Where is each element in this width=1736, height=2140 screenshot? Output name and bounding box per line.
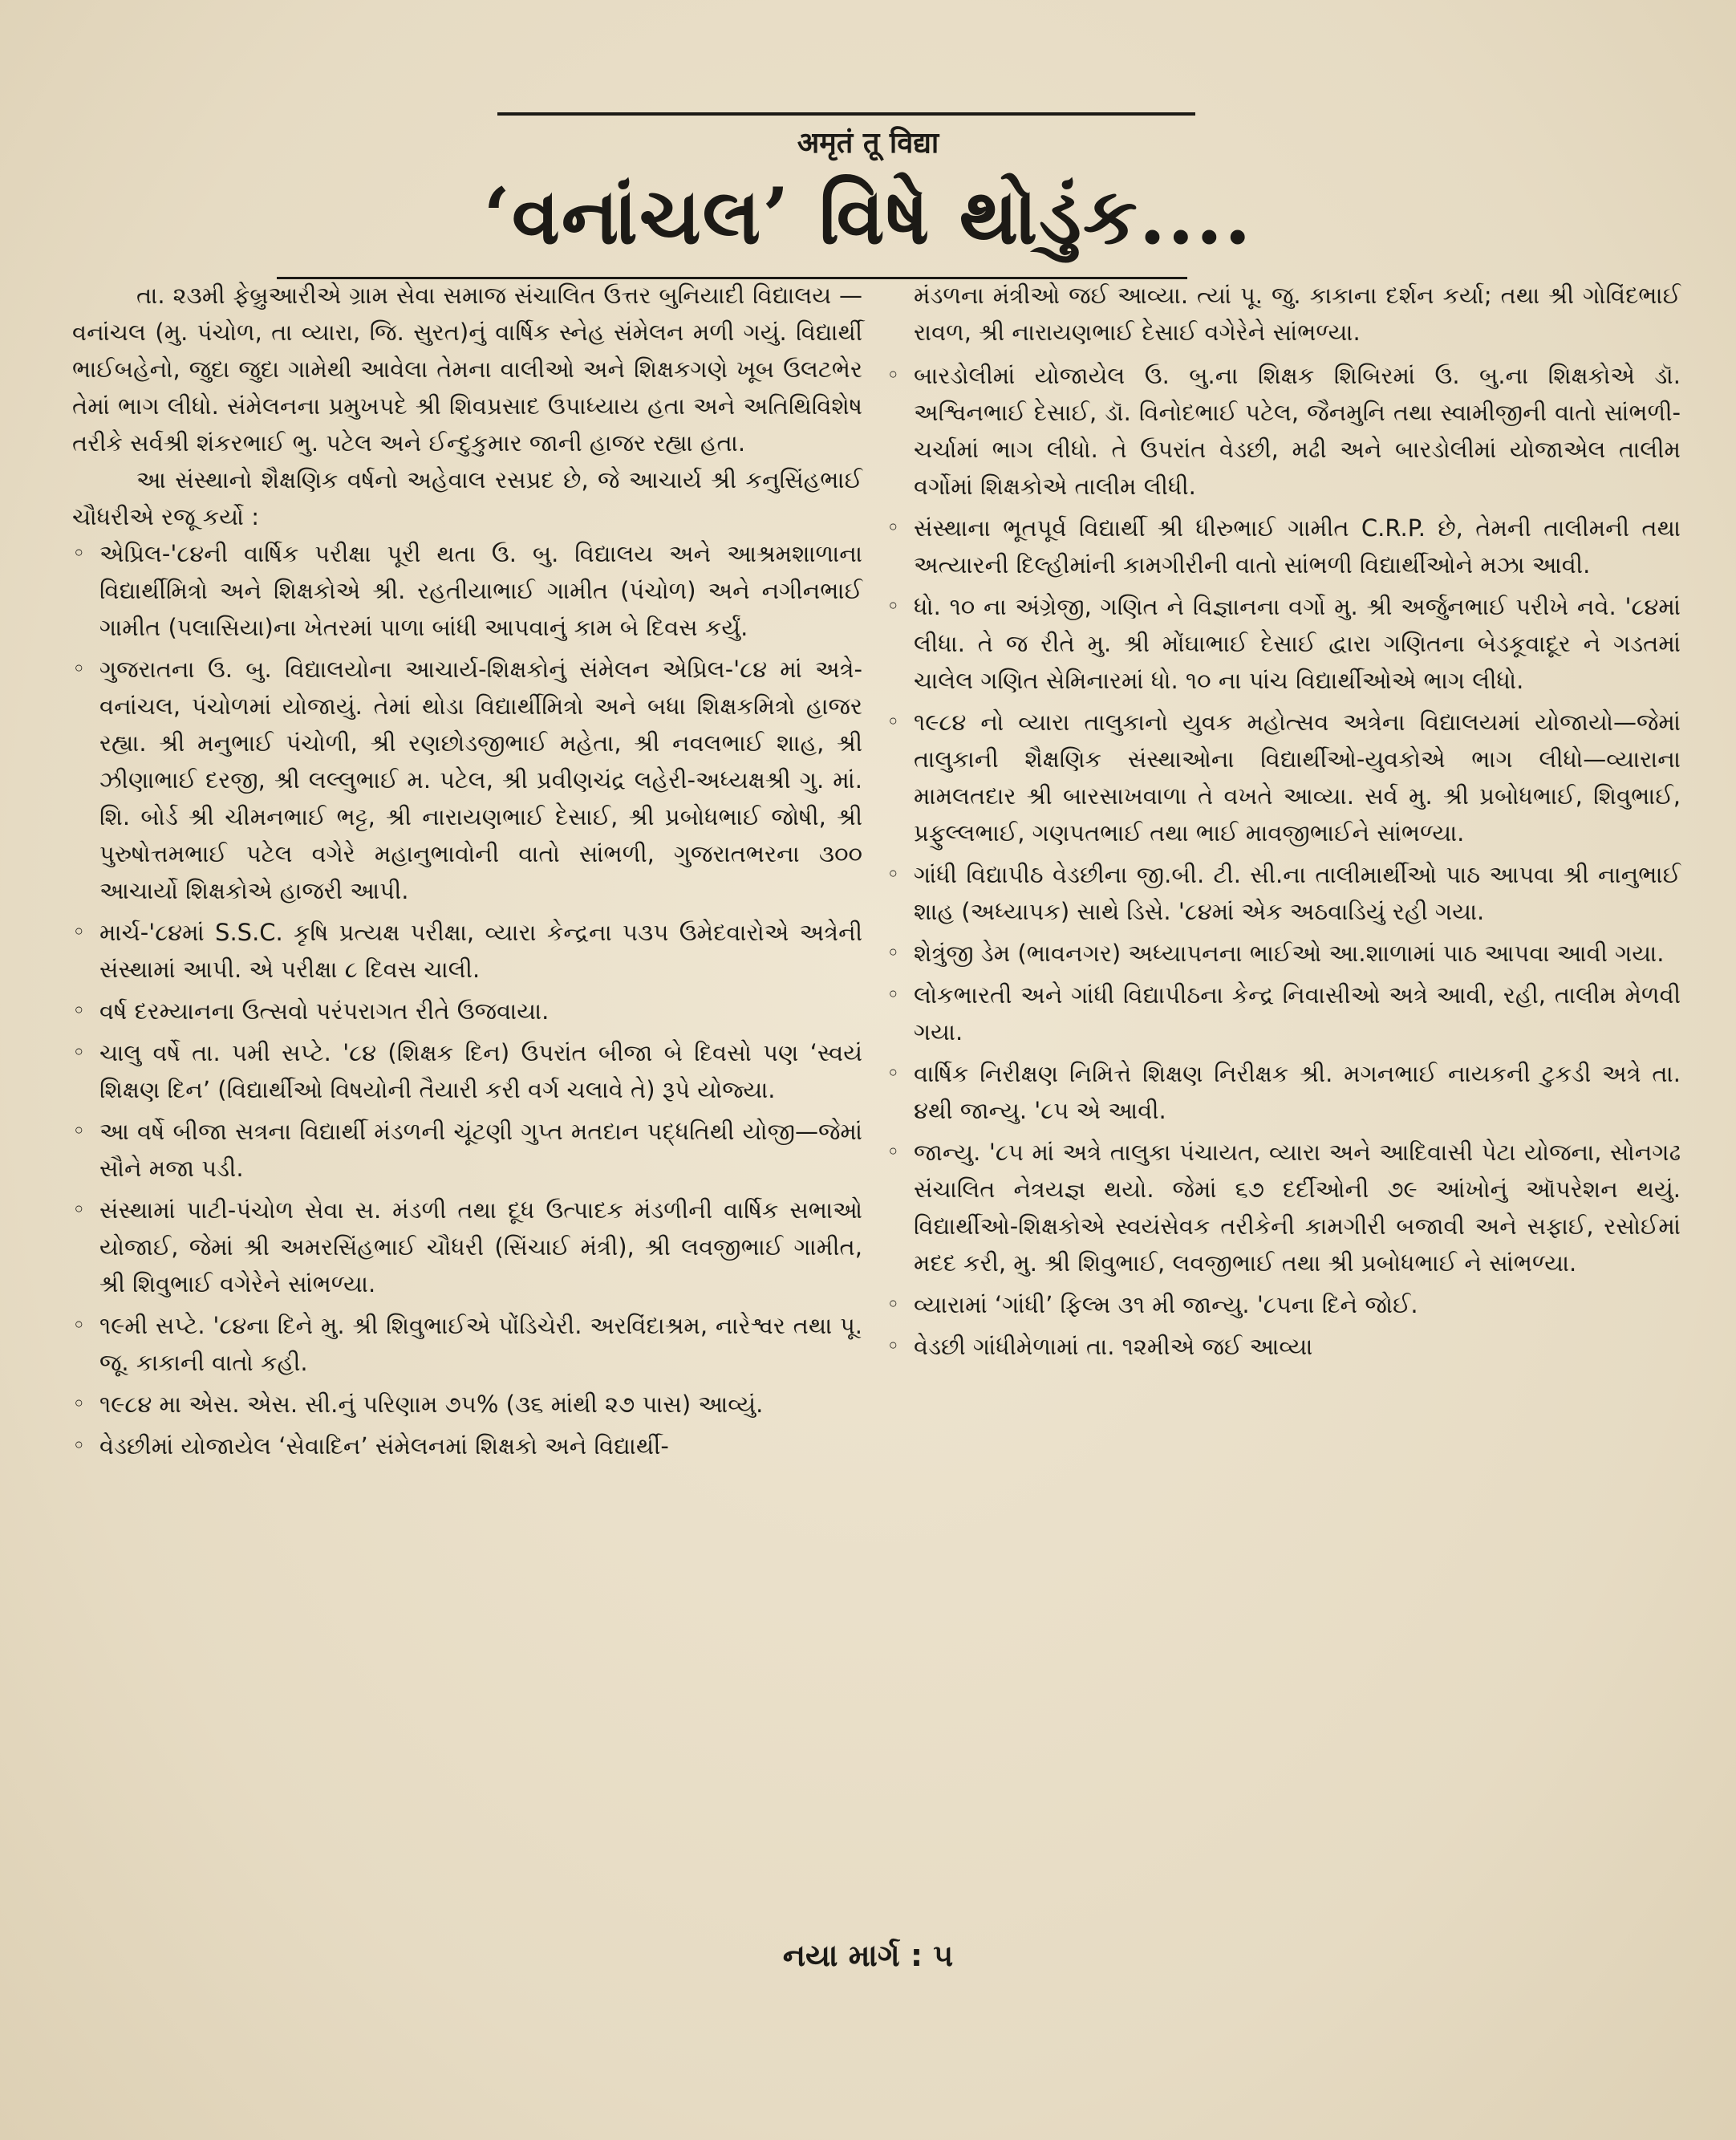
list-item: ◦ બારડોલીમાં યોજાયેલ ઉ. બુ.ના શિક્ષક શિબિરમાં ઉ. બુ.ના શિક્ષકોએ ડૉ. અશ્વિનભાઈ દેસાઈ, ડૉ. વિનોદભાઈ પટેલ, જૈનમુનિ તથા સ્વામીજીની વાતો સાંભળી-ચર્ચામાં ભાગ લીધો. તે ઉપરાંત વેડછી, મઢી અને બારડોલીમાં યોજાએલ તાલીમ વર્ગોમાં શિક્ષકોએ તાલીમ લીધી. — [886, 357, 1681, 505]
list-item: ◦ સંસ્થાના ભૂતપૂર્વ વિદ્યાર્થી શ્રી ધીરુભાઈ ગામીત C.R.P. છે, તેમની તાલીમની તથા અત્યારની દિલ્હીમાંની કામગીરીની વાતો સાંભળી વિદ્યાર્થીઓને મઝા આવી. — [886, 510, 1681, 583]
right-column — [886, 277, 1681, 1370]
article-title: ‘વનાંચલ’ વિષે થોડુંક.... — [483, 171, 1253, 262]
list-item: ◦ માર્ચ-'૮૪માં S.S.C. કૃષિ પ્રત્યક્ષ પરીક્ષા, વ્યારા કેન્દ્રના ૫૩૫ ઉમેદવારોએ અત્રેની સંસ્થામાં આપી. એ પરીક્ષા ૮ દિવસ ચાલી. — [72, 914, 862, 988]
list-item: ◦ લોકભારતી અને ગાંધી વિદ્યાપીઠના કેન્દ્ર નિવાસીઓ અત્રે આવી, રહી, તાલીમ મેળવી ગયા. — [886, 977, 1681, 1050]
list-item: ◦ ગાંધી વિદ્યાપીઠ વેડછીના જી.બી. ટી. સી.ના તાલીમાર્થીઓ પાઠ આપવા શ્રી નાનુભાઈ શાહ (અધ્યાપક) સાથે ડિસે. '૮૪માં એક અઠવાડિયું રહી ગયા. — [886, 856, 1681, 930]
list-item: ◦ ધો. ૧૦ ના અંગ્રેજી, ગણિત ને વિજ્ઞાનના વર્ગો મુ. શ્રી અર્જુનભાઈ પરીખે નવે. '૮૪માં લીધા. તે જ રીતે મુ. શ્રી મોંઘાભાઈ દેસાઈ દ્વારા ગણિતના બેડકૂવાદૂર ને ગડતમાં ચાલેલ ગણિત સેમિનારમાં ધો. ૧૦ ના પાંચ વિદ્યાર્થીઓએ ભાગ લીધો. — [886, 588, 1681, 699]
list-item: ◦ ચાલુ વર્ષે તા. ૫મી સપ્ટે. '૮૪ (શિક્ષક દિન) ઉપરાંત બીજા બે દિવસો પણ ‘સ્વયં શિક્ષણ દિન’ (વિદ્યાર્થીઓ વિષયોની તૈયારી કરી વર્ગ ચલાવે તે) રૂપે યોજ્યા. — [72, 1034, 862, 1108]
list-item: ◦ શેત્રુંજી ડેમ (ભાવનગર) અધ્યાપનના ભાઈઓ આ.શાળામાં પાઠ આપવા આવી ગયા. — [886, 935, 1681, 972]
page-footer: નયા માર્ગ : ૫ — [782, 1938, 954, 1973]
left-item-list — [72, 535, 862, 1464]
list-item: ◦ વ્યારામાં ‘ગાંધી’ ફિલ્મ ૩૧ મી જાન્યુ. '૮૫ના દિને જોઈ. — [886, 1286, 1681, 1323]
list-item: ◦ ૧૯૮૪ નો વ્યારા તાલુકાનો યુવક મહોત્સવ અત્રેના વિદ્યાલયમાં યોજાયો—જેમાં તાલુકાની શૈક્ષણિક સંસ્થાઓના વિદ્યાર્થીઓ-યુવકોએ ભાગ લીધો—વ્યારાના મામલતદાર શ્રી બારસાખવાળા તે વખતે આવ્યા. સર્વ મુ. શ્રી પ્રબોધભાઈ, શિવુભાઈ, પ્રફુલ્લભાઈ, ગણપતભાઈ તથા ભાઈ માવજીભાઈને સાંભળ્યા. — [886, 704, 1681, 851]
intro-paragraph: તા. ૨૩મી ફેબ્રુઆરીએ ગ્રામ સેવા સમાજ સંચાલિત ઉત્તર બુનિયાદી વિદ્યાલય — વનાંચલ (મુ. પંચોળ, તા વ્યારા, જિ. સુરત)નું વાર્ષિક સ્નેહ સંમેલન મળી ગયું. વિદ્યાર્થી ભાઈબહેનો, જુદા જુદા ગામેથી આવેલા તેમના વાલીઓ અને શિક્ષકગણે ખૂબ ઉલટભેર તેમાં ભાગ લીધો. સંમેલનના પ્રમુખપદે શ્રી શિવપ્રસાદ ઉપાધ્યાય હતા અને અતિથિવિશેષ તરીકે સર્વશ્રી શંકરભાઈ ભુ. પટેલ અને ઈન્દુકુમાર જાની હાજર રહ્યા હતા. — [72, 282, 862, 457]
continued-paragraph: મંડળના મંત્રીઓ જઈ આવ્યા. ત્યાં પૂ. જુ. કાકાના દર્શન કર્યા; તથા શ્રી ગોવિંદભાઈ રાવળ, શ્રી નારાયણભાઈ દેસાઈ વગેરેને સાંભળ્યા. — [914, 282, 1681, 346]
list-item: ◦ ૧૯મી સપ્ટે. '૮૪ના દિને મુ. શ્રી શિવુભાઈએ પોંડિચેરી. અરવિંદાશ્રમ, નારેશ્વર તથા પૂ. જૂ. કાકાની વાતો કહી. — [72, 1307, 862, 1381]
list-item: ◦ ૧૯૮૪ મા એસ. એસ. સી.નું પરિણામ ૭૫% (૩૬ માંથી ૨૭ પાસ) આવ્યું. — [72, 1386, 862, 1423]
list-item: ◦ આ વર્ષે બીજા સત્રના વિદ્યાર્થી મંડળની ચૂંટણી ગુપ્ત મતદાન પદ્ધતિથી યોજી—જેમાં સૌને મજા પડી. — [72, 1113, 862, 1187]
list-item: ◦ સંસ્થામાં પાટી-પંચોળ સેવા સ. મંડળી તથા દૂધ ઉત્પાદક મંડળીની વાર્ષિક સભાઓ યોજાઈ, જેમાં શ્રી અમરસિંહભાઈ ચૌધરી (સિંચાઈ મંત્રી), શ્રી લવજીભાઈ ગામીત, શ્રી શિવુભાઈ વગેરેને સાંભળ્યા. — [72, 1192, 862, 1302]
list-item: ◦ વેડછી ગાંધીમેળામાં તા. ૧૨મીએ જઈ આવ્યા — [886, 1328, 1681, 1365]
left-column — [72, 277, 862, 1469]
list-item: ◦ વર્ષ દરમ્યાનના ઉત્સવો પરંપરાગત રીતે ઉજવાયા. — [72, 993, 862, 1029]
list-item: ◦ વેડછીમાં યોજાયેલ ‘સેવાદિન’ સંમેલનમાં શિક્ષકો અને વિદ્યાર્થી- — [72, 1427, 862, 1464]
list-item: ◦ જાન્યુ. '૮૫ માં અત્રે તાલુકા પંચાયત, વ્યારા અને આદિવાસી પેટા યોજના, સોનગઢ સંચાલિત નેત્રયજ્ઞ થયો. જેમાં ૬૭ દર્દીઓની ૭૯ આંખોનું ઑપરેશન થયું. વિદ્યાર્થીઓ-શિક્ષકોએ સ્વયંસેવક તરીકેની કામગીરી બજાવી અને સફાઈ, રસોઈમાં મદદ કરી, મુ. શ્રી શિવુભાઈ, લવજીભાઈ તથા શ્રી પ્રબોધભાઈ ને સાંભળ્યા. — [886, 1134, 1681, 1281]
list-item: ◦ એપ્રિલ-'૮૪ની વાર્ષિક પરીક્ષા પૂરી થતા ઉ. બુ. વિદ્યાલય અને આશ્રમશાળાના વિદ્યાર્થીમિત્રો અને શિક્ષકોએ શ્રી. રહતીયાભાઈ ગામીત (પંચોળ) અને નગીનભાઈ ગામીત (પલાસિયા)ના ખેતરમાં પાળા બાંધી આપવાનું કામ બે દિવસ કર્યું. — [72, 535, 862, 646]
top-rule — [497, 112, 1195, 116]
list-item: ◦ ગુજરાતના ઉ. બુ. વિદ્યાલયોના આચાર્ય-શિક્ષકોનું સંમેલન એપ્રિલ-'૮૪ માં અત્રે-વનાંચલ, પંચોળમાં યોજાયું. તેમાં થોડા વિદ્યાર્થીમિત્રો અને બધા શિક્ષકમિત્રો હાજર રહ્યા. શ્રી મનુભાઈ પંચોળી, શ્રી રણછોડજીભાઈ મહેતા, શ્રી નવલભાઈ શાહ, શ્રી ઝીણાભાઈ દરજી, શ્રી લલ્લુભાઈ મ. પટેલ, શ્રી પ્રવીણચંદ્ર લહેરી-અધ્યક્ષશ્રી ગુ. માં. શિ. બોર્ડ શ્રી ચીમનભાઈ ભટ્ટ, શ્રી નારાયણભાઈ દેસાઈ, શ્રી પ્રબોધભાઈ જોષી, શ્રી પુરુષોત્તમભાઈ પટેલ વગેરે મહાનુભાવોની વાતો સાંભળી, ગુજરાતભરના ૩૦૦ આચાર્યો શિક્ષકોએ હાજરી આપી. — [72, 651, 862, 909]
kicker-text: अमृतं तू विद्या — [797, 126, 939, 160]
right-item-list — [886, 357, 1681, 1365]
report-intro-paragraph: આ સંસ્થાનો શૈક્ષણિક વર્ષનો અહેવાલ રસપ્રદ છે, જે આચાર્ય શ્રી કનુસિંહભાઈ ચૌધરીએ રજૂ કર્યો : — [72, 466, 862, 530]
list-item: ◦ વાર્ષિક નિરીક્ષણ નિમિત્તે શિક્ષણ નિરીક્ષક શ્રી. મગનભાઈ નાયકની ટુકડી અત્રે તા. ૪થી જાન્યુ. '૮૫ એ આવી. — [886, 1055, 1681, 1129]
